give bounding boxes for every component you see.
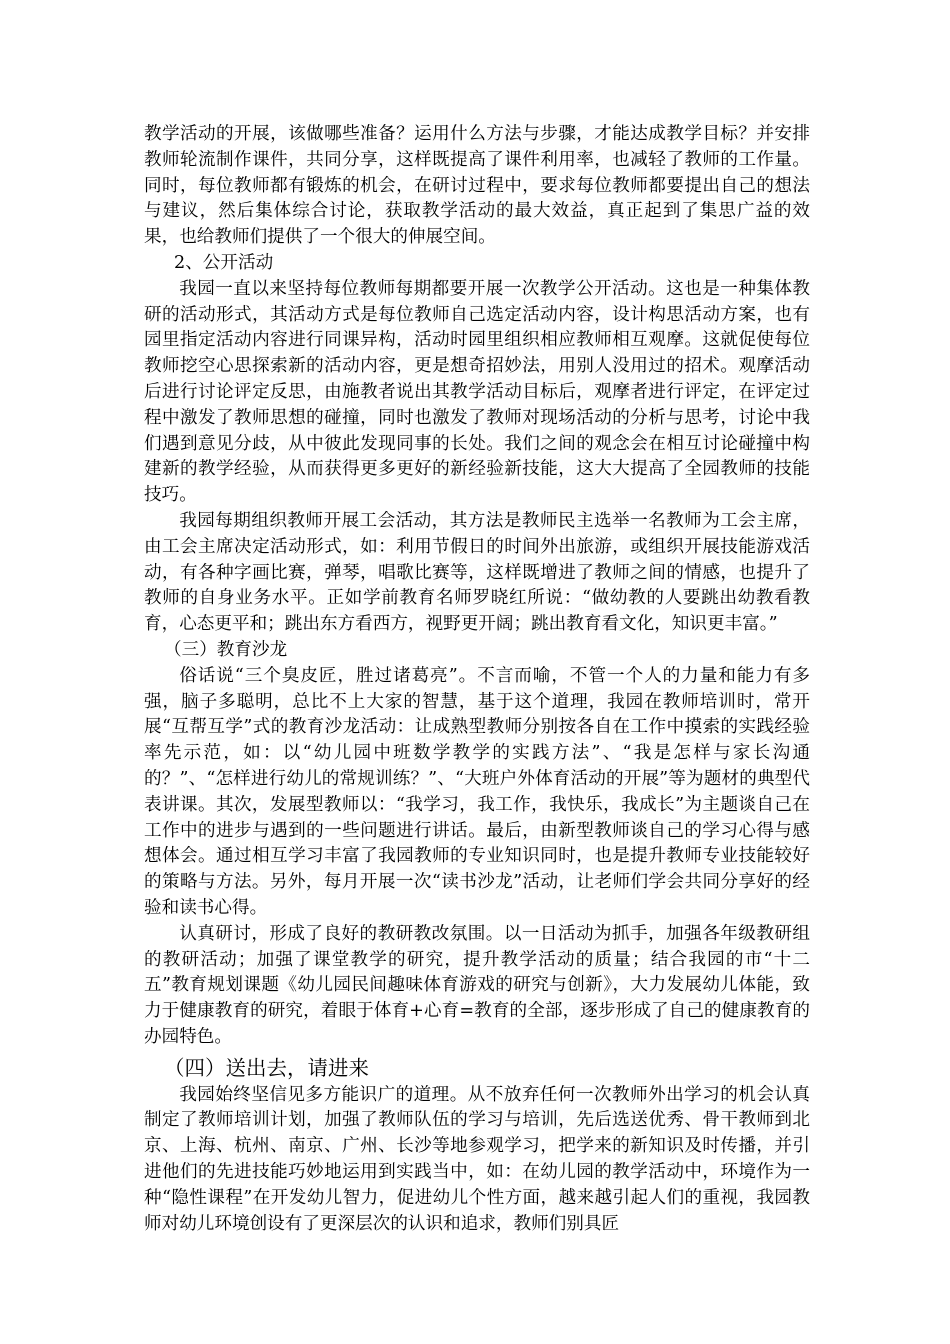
document-page — [144, 122, 810, 1237]
paragraph-education-salon: 俗话说“三个臭皮匠，胜过诸葛亮”。不言而喻，不管一个人的力量和能力有多强，脑子多聪明，总比不上大家的智慧，基于这个道理，我园在教师培训时，常开展“互帮互学”式的教育沙龙活动：让成熟型教师分别按各自在工作中摸索的实践经验率先示范，如：以“幼儿园中班数学教学的实践方法”、“我是怎样与家长沟通的？”、“怎样进行幼儿的常规训练？”、“大班户外体育活动的开展”等为题材的典型代表讲课。其次，发展型教师以：“我学习，我工作，我快乐，我成长”为主题谈自己在工作中的进步与遇到的一些问题进行讲话。最后，由新型教师谈自己的学习心得与感想体会。通过相互学习丰富了我园教师的专业知识同时，也是提升教师专业技能较好的策略与方法。另外，每月开展一次“读书沙龙”活动，让老师们学会共同分享好的经验和读书心得。 — [144, 665, 810, 918]
paragraph-research: 认真研讨，形成了良好的教研教改氛围。以一日活动为抓手，加强各年级教研组的教研活动；加强了课堂教学的研究，提升教学活动的质量；结合我园的市“十二五”教育规划课题《幼儿园民间趣味体育游戏的研究与创新》，大力发展幼儿体能，致力于健康教育的研究，着眼于体育+心育=教育的全部，逐步形成了自己的健康教育的办园特色。 — [144, 923, 810, 1047]
paragraph-send-out: 我园始终坚信见多方能识广的道理。从不放弃任何一次教师外出学习的机会认真制定了教师培训计划，加强了教师队伍的学习与培训，先后选送优秀、骨干教师到北京、上海、杭州、南京、广州、长沙等地参观学习，把学来的新知识及时传播，并引进他们的先进技能巧妙地运用到实践当中，如：在幼儿园的教学活动中，环境作为一种“隐性课程”在开发幼儿智力，促进幼儿个性方面，越来越引起人们的重视，我园教师对幼儿环境创设有了更深层次的认识和追求，教师们别具匠 — [144, 1084, 810, 1234]
paragraph-union-activity: 我园每期组织教师开展工会活动，其方法是教师民主选举一名教师为工会主席，由工会主席决定活动形式，如：利用节假日的时间外出旅游，或组织开展技能游戏活动，有各种字画比赛，弹琴，唱歌比赛等，这样既增进了教师之间的情感，也提升了教师的自身业务水平。正如学前教育名师罗晓红所说：“做幼教的人要跳出幼教看教育，心态更平和；跳出东方看西方，视野更开阔；跳出教育看文化，知识更丰富。” — [144, 510, 810, 635]
paragraph-public-activity: 我园一直以来坚持每位教师每期都要开展一次教学公开活动。这也是一种集体教研的活动形式，其活动方式是每位教师自己选定活动内容，设计构思活动方案，也有园里指定活动内容进行同课异构，活动时园里组织相应教师相互观摩。这就促使每位教师挖空心思探索新的活动内容，更是想奇招妙法，用别人没用过的招术。观摩活动后进行讨论评定反思，由施教者说出其教学活动目标后，观摩者进行评定，在评定过程中激发了教师思想的碰撞，同时也激发了教师对现场活动的分析与思考，讨论中我们遇到意见分歧，从中彼此发现同事的长处。我们之间的观念会在相互讨论碰撞中构建新的教学经验，从而获得更多更好的新经验新技能，这大大提高了全园教师的技能技巧。 — [144, 278, 810, 506]
section-heading-send-out-invite-in: （四）送出去，请进来 — [164, 1055, 369, 1080]
paragraph-continuation: 教学活动的开展，该做哪些准备？运用什么方法与步骤，才能达成教学目标？并安排教师轮流制作课件，共同分享，这样既提高了课件利用率，也减轻了教师的工作量。同时，每位教师都有锻炼的机会，在研讨过程中，要求每位教师都要提出自己的想法与建议，然后集体综合讨论，获取教学活动的最大效益，真正起到了集思广益的效果，也给教师们提供了一个很大的伸展空间。 — [144, 124, 810, 248]
subheading-education-salon: （三）教育沙龙 — [164, 639, 288, 660]
subheading-public-activity: 2、公开活动 — [174, 252, 274, 273]
